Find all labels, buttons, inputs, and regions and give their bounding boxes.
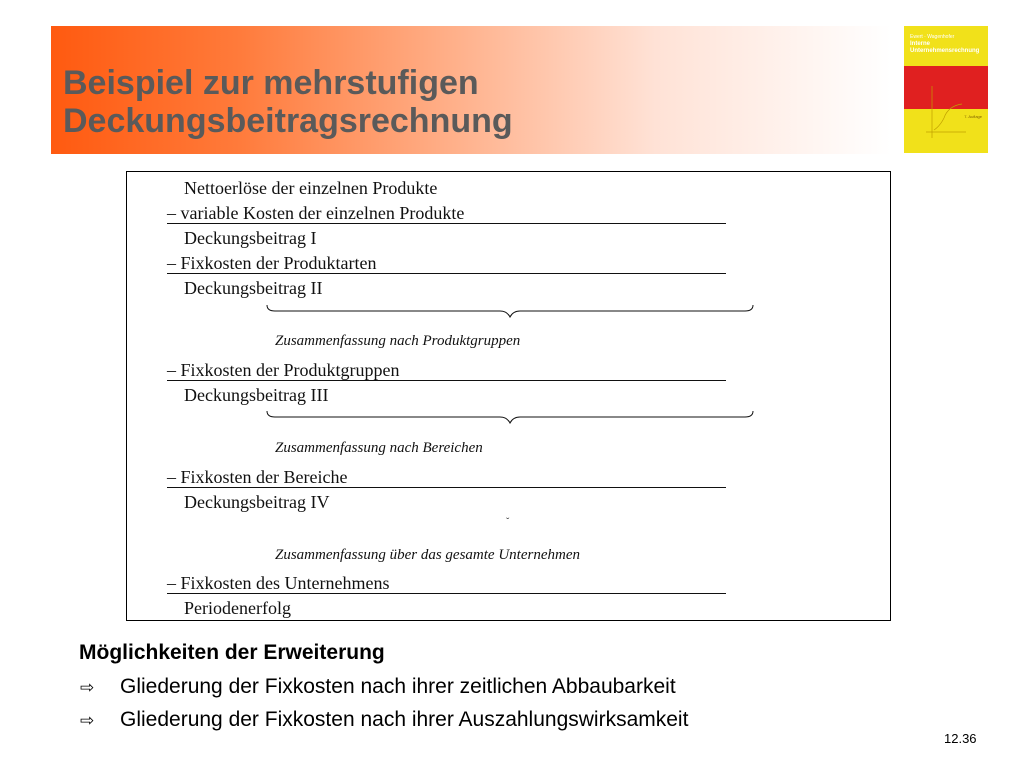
bullet-text: Gliederung der Fixkosten nach ihrer Auszahlungswirksamkeit	[120, 708, 689, 731]
bullet-item	[80, 708, 688, 732]
scheme-line-fixed-costs-product-groups: – Fixkosten der Produktgruppen	[167, 360, 400, 380]
caret-icon: ˇ	[506, 517, 510, 528]
scheme-line-db1: Deckungsbeitrag I	[184, 228, 317, 248]
underline	[167, 487, 726, 488]
underline	[167, 273, 726, 274]
bullet-text: Gliederung der Fixkosten nach ihrer zeitlichen Abbaubarkeit	[120, 675, 676, 698]
scheme-line-fixed-costs-divisions: – Fixkosten der Bereiche	[167, 467, 348, 487]
slide-title	[63, 64, 513, 140]
grouping-product-groups: Zusammenfassung nach Produktgruppen	[275, 333, 521, 349]
hollow-arrow-icon: ⇨	[80, 711, 95, 731]
book-cover-authors: Ewert · Wagenhofer	[910, 34, 955, 40]
extension-heading: Möglichkeiten der Erweiterung	[79, 641, 385, 664]
contribution-margin-scheme	[126, 171, 891, 621]
bullet-item	[80, 675, 676, 699]
grouping-whole-company: Zusammenfassung über das gesamte Unternehmen	[275, 547, 580, 563]
book-cover-title-line-1: Interne	[910, 41, 931, 47]
scheme-line-fixed-costs-company: – Fixkosten des Unternehmens	[167, 573, 390, 593]
scheme-line-fixed-costs-product-types: – Fixkosten der Produktarten	[167, 253, 377, 273]
scheme-line-net-revenue: Nettoerlöse der einzelnen Produkte	[184, 178, 438, 198]
page-number: 12.36	[944, 731, 977, 746]
scheme-line-variable-costs: – variable Kosten der einzelnen Produkte	[167, 203, 465, 223]
hollow-arrow-icon: ⇨	[80, 678, 95, 698]
underline	[167, 223, 726, 224]
book-cover-edition: 7. Auflage	[964, 114, 982, 119]
book-cover-title-line-2: Unternehmensrechnung	[910, 48, 980, 54]
scheme-line-db2: Deckungsbeitrag II	[184, 278, 323, 298]
scheme-line-db3: Deckungsbeitrag III	[184, 385, 329, 405]
brace-icon	[265, 303, 755, 321]
scheme-line-db4: Deckungsbeitrag IV	[184, 492, 330, 512]
underline	[167, 380, 726, 381]
slide-title-line-2: Deckungsbeitragsrechnung	[63, 102, 513, 140]
slide-title-line-1: Beispiel zur mehrstufigen	[63, 64, 479, 102]
underline	[167, 593, 726, 594]
book-cover-image	[904, 26, 988, 153]
scheme-line-period-result: Periodenerfolg	[184, 598, 291, 618]
grouping-divisions: Zusammenfassung nach Bereichen	[275, 440, 483, 456]
brace-icon	[265, 409, 755, 427]
book-cover-graph-icon	[904, 26, 988, 153]
